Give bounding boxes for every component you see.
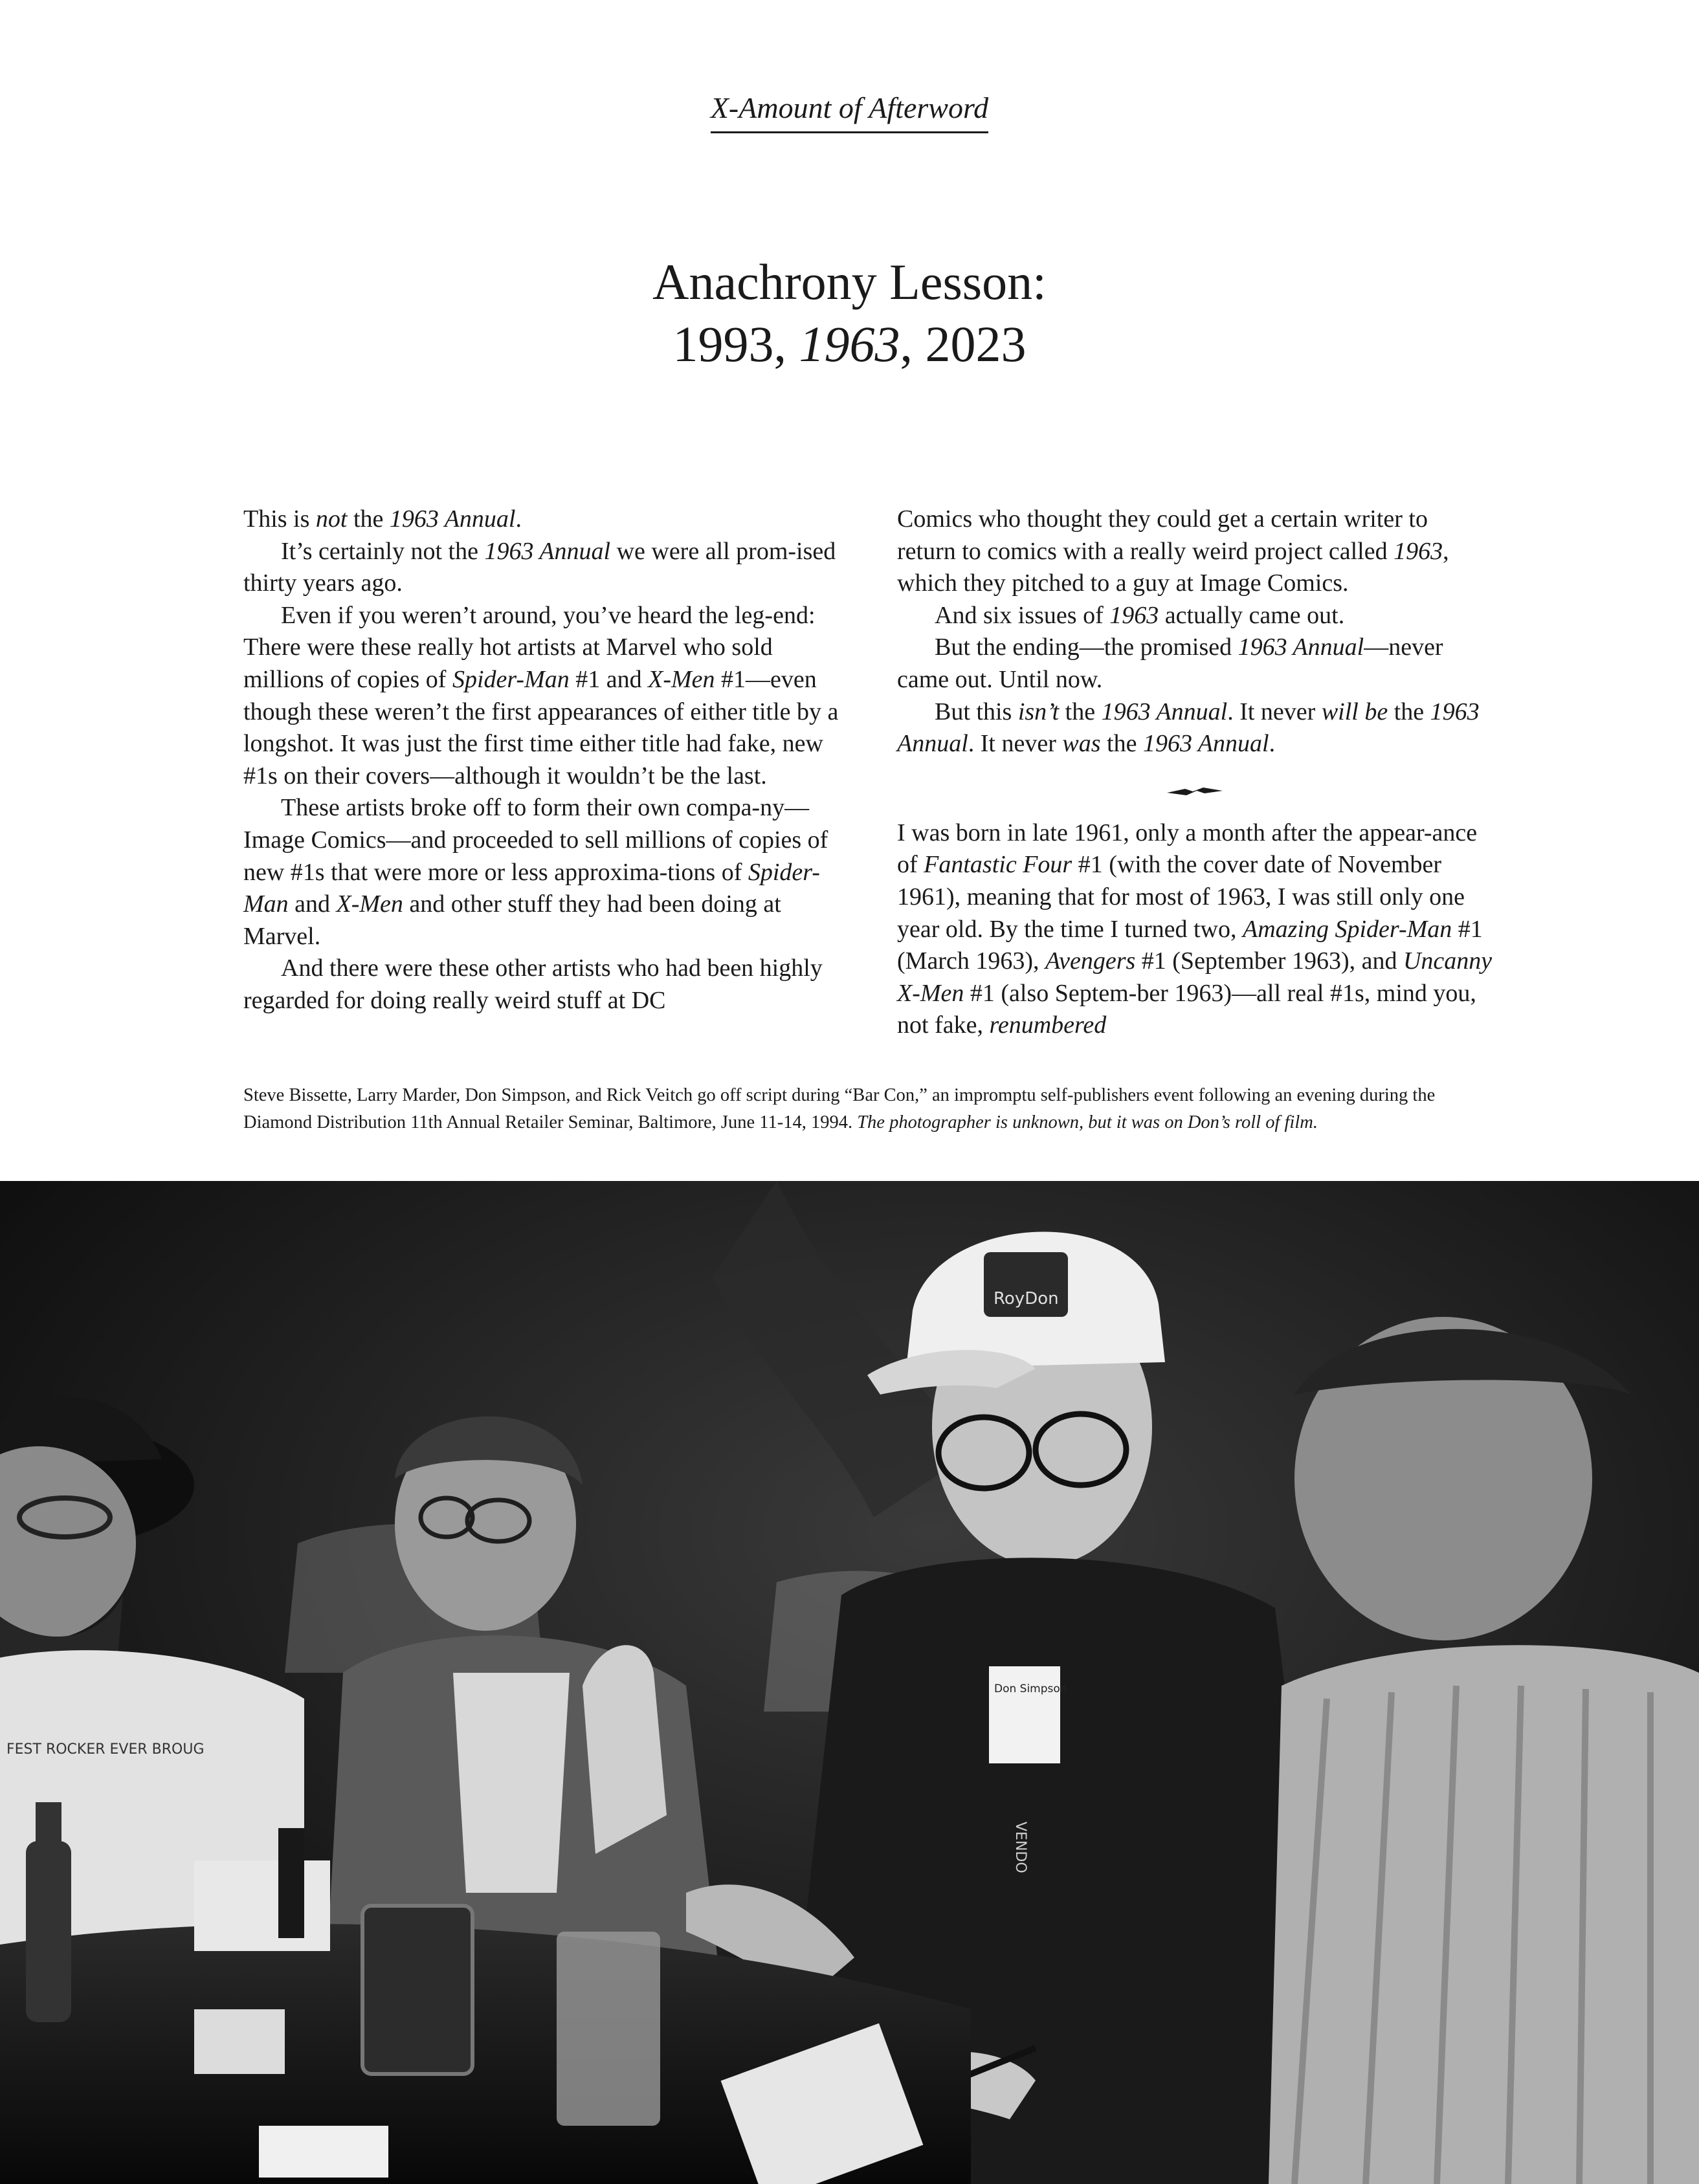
paragraph-right-4: But this isn’t the 1963 Annual. It never will be the 1963 Annual. It never was the 1963 Annual.	[897, 698, 1480, 758]
glass	[557, 1932, 660, 2126]
caption-italic: The photographer is unknown, but it was on Don’s roll of film.	[857, 1112, 1318, 1132]
paragraph-right-1: Comics who thought they could get a certain writer to return to comics with a really weird project called 1963, which they pitched to a guy at Image Comics.	[897, 505, 1449, 597]
paragraph-left-4: These artists broke off to form their own compa-ny—Image Comics—and proceeded to sell millions of copies of new #1s that were more or less approxima-tions of Spider-Man and X-Men and other stuff they had been doing at Marvel.	[243, 794, 828, 950]
paragraph-right-2: And six issues of 1963 actually came out.	[935, 601, 1345, 629]
badge-text: Don Simpson	[994, 1682, 1067, 1695]
paragraph-left-5: And there were these other artists who had been highly regarded for doing really weird stuff at DC	[243, 954, 823, 1014]
lightning-bolt-ornament-icon	[897, 760, 1493, 800]
right-column	[897, 503, 1493, 1042]
paragraph-right-3: But the ending—the promised 1963 Annual—never came out. Until now.	[897, 634, 1443, 693]
title-line-2-pre: 1993,	[672, 316, 799, 372]
running-head-text: X-Amount of Afterword	[711, 91, 988, 133]
paragraph-left-3: Even if you weren’t around, you’ve heard the leg-end: There were these really hot artists at Marvel who sold millions of copies of Spider-Man #1 and X-Men #1—even though these weren’t the first appearances of either title by a longshot. It was just the first time either title had fake, new #1s on their covers—although it wouldn’t be the last.	[243, 601, 839, 789]
page-title	[0, 251, 1699, 375]
photo-caption	[243, 1082, 1505, 1136]
beer-mug	[362, 1906, 472, 2074]
lanyard-text: VENDO	[1012, 1822, 1028, 1873]
paragraph-left-2: It’s certainly not the 1963 Annual we were all prom-ised thirty years ago.	[243, 537, 836, 597]
bar-con-photo	[0, 1181, 1699, 2184]
caption-text: Steve Bissette, Larry Marder, Don Simpson, and Rick Veitch go off script during “Bar Con,” an impromptu self-publishers event following an evening during the Diamond Distribution 11th Annual Retailer Seminar, Baltimore, June 11-14, 1994.	[243, 1085, 1436, 1132]
title-line-2-italic: 1963	[799, 316, 900, 372]
napkin-box	[194, 1860, 330, 1951]
cigarette-pack	[259, 2126, 388, 2178]
paragraph-left-1: This is not the 1963 Annual.	[243, 505, 522, 533]
beer-bottle	[26, 1841, 71, 2022]
cap-text: RoyDon	[994, 1289, 1059, 1308]
tshirt-text: FEST ROCKER EVER BROUG	[6, 1741, 205, 1758]
name-badge	[989, 1666, 1060, 1763]
left-column	[243, 503, 839, 1017]
paragraph-right-5: I was born in late 1961, only a month after the appear-ance of Fantastic Four #1 (with the cover date of November 1961), meaning that for most of 1963, I was still only one year old. By the time I turned two, Amazing Spider-Man #1 (March 1963), Avengers #1 (September 1963), and Uncanny X-Men #1 (also Septem-ber 1963)—all real #1s, mind you, not fake, renumbered	[897, 819, 1493, 1039]
title-line-1: Anachrony Lesson:	[652, 254, 1047, 310]
running-head	[0, 91, 1699, 133]
business-card	[194, 2009, 285, 2074]
title-line-2-post: , 2023	[900, 316, 1027, 372]
bottle	[278, 1828, 304, 1938]
